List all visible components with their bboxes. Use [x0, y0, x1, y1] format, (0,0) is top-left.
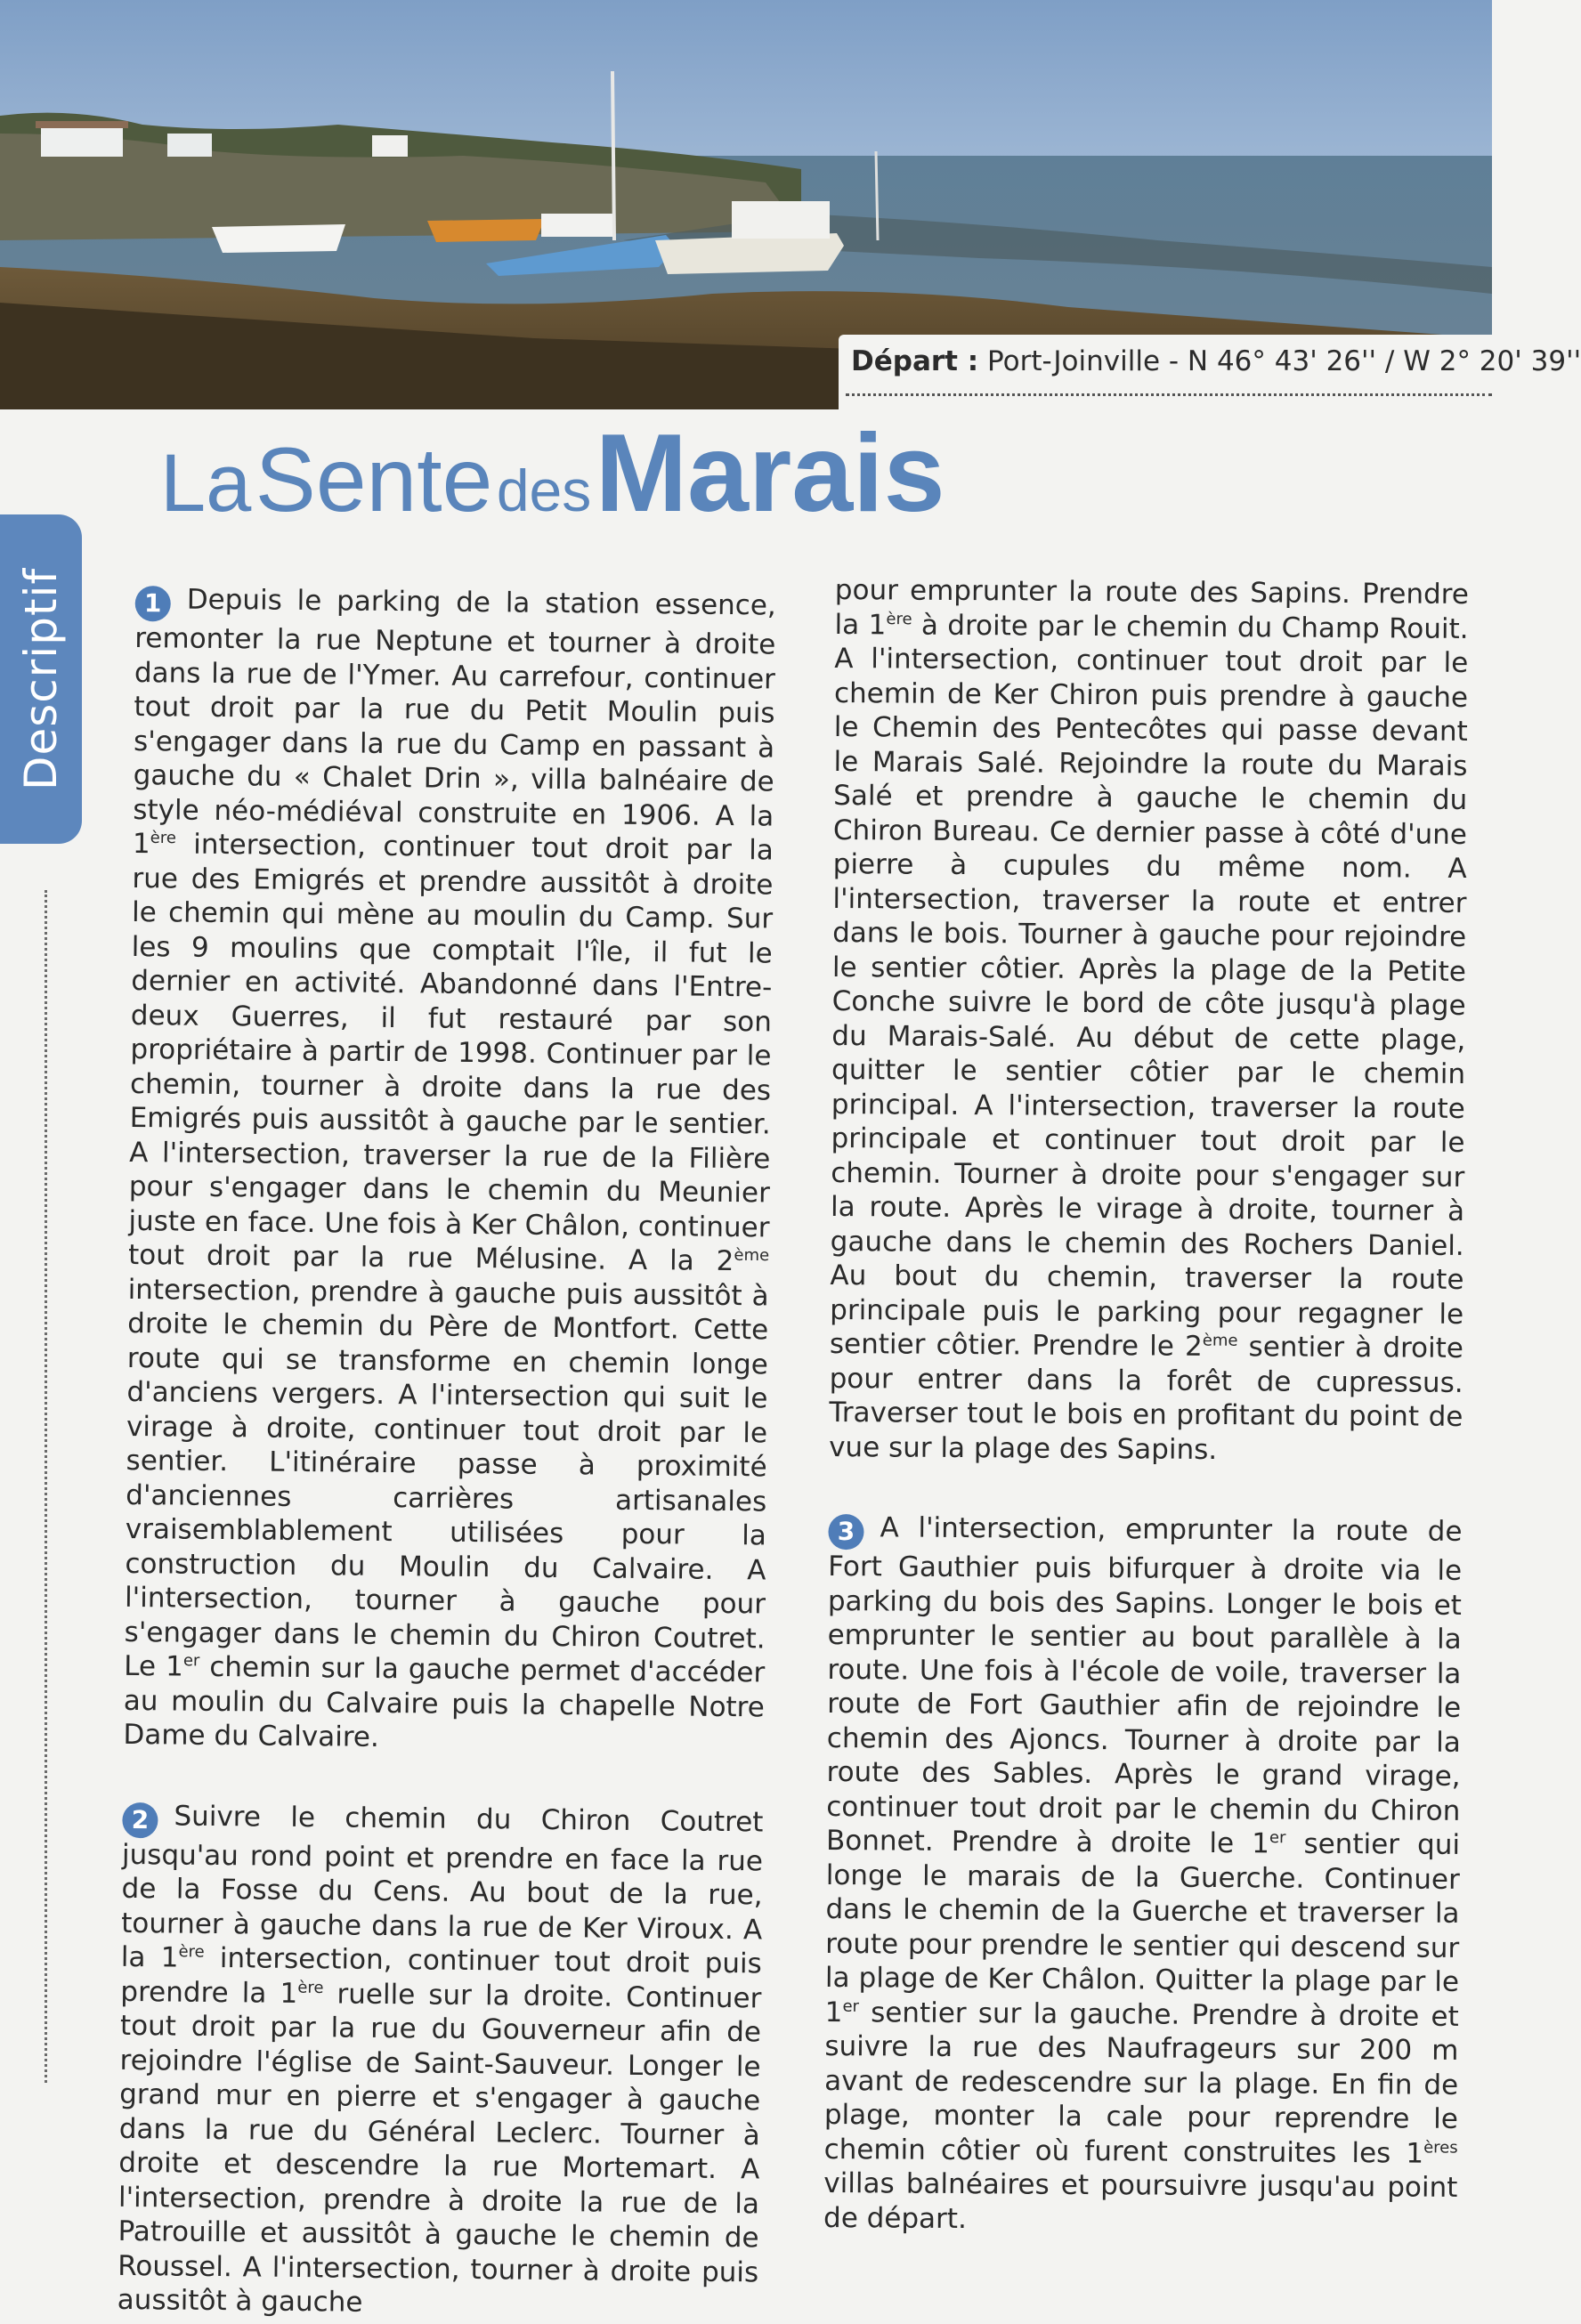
step-2-badge: 2 [122, 1802, 158, 1837]
depart-panel [839, 335, 1581, 409]
step-3-badge: 3 [828, 1514, 863, 1550]
title-word-1: La [160, 438, 252, 529]
step-3-text: A l'intersection, emprunter la route de Fort Gauthier puis bifurquer à droite via le parking du bois des Sapins. Longer le bois et emprunter le sentier au bout parallèle à la route. Une fois à l'école de voile, traverser la route de Fort Gauthier afin de rejoindre le chemin des Ajoncs. Tourner à droite par la route des Sables. Après le grand virage, continuer tout droit par le chemin du Chiron Bonnet. Prendre à droite le 1er sentier qui longe le marais de la Guerche. Continuer dans le chemin de la Guerche et traverser la route pour prendre le sentier qui descend sur la plage de Ker Châlon. Quitter la plage par le 1er sentier sur la gauche. Prendre à droite et suivre la rue des Naufrageurs sur 200 m avant de redescendre sur la plage. En fin de plage, monter la cale pour reprendre le chemin côtier où furent construites les 1ères villas balnéaires et poursuivre jusqu'au point de départ. [823, 1511, 1463, 2235]
page-title [160, 412, 945, 535]
step-2-text-part-2: pour emprunter la route des Sapins. Prendre la 1ère à droite par le chemin du Champ Rouit. A l'intersection, continuer tout droit par le chemin de Ker Chiron puis prendre à gauche le Chemin des Pentecôtes qui passe devant le Marais Salé. Rejoindre la route du Marais Salé et prendre à gauche le chemin du Chiron Bureau. Ce dernier passe à côté d'une pierre à cupules du même nom. A l'intersection, traverser la route et entrer dans le bois. Tourner à gauche pour rejoindre le sentier côtier. Après la plage de la Petite Conche suivre le bord de côte jusqu'à plage du Marais-Salé. Au début de cette plage, quitter le sentier côtier par le chemin principal. A l'intersection, traverser la route principale et continuer tout droit par le chemin. Tourner à droite pour s'engager sur la route. Après le virage à droite, tourner à gauche dans le chemin des Rochers Daniel. Au bout du chemin, traverser la route principale puis le parking pour regagner le sentier côtier. Prendre le 2ème sentier à droite pour entrer dans la forêt de cupressus. Traverser tout le bois en profitant du point de vue sur la plage des Sapins. [829, 574, 1469, 1466]
depart-value: Port-Joinville - N 46° 43' 26'' / W 2° 20' 39'' [978, 345, 1581, 377]
paragraph-gap [829, 1464, 1463, 1515]
step-1-paragraph [123, 582, 776, 1759]
step-1-text: Depuis le parking de la station essence, remonter la rue Neptune et tourner à droite dans la rue de l'Ymer. Au carrefour, continuer tout droit par la rue du Petit Moulin puis s'engager dans la rue du Camp en passant à gauche du « Chalet Drin », villa balnéaire de style néo-médiéval construite en 1906. A la 1ère intersection, continuer tout droit par la rue des Emigrés et prendre aussitôt à droite le chemin qui mène au moulin du Camp. Sur les 9 moulins que comptait l'île, il fut le dernier en activité. Abandonné dans l'Entre-deux Guerres, il fut restauré par son propriétaire à partir de 1998. Continuer par le chemin, tourner à droite dans la rue des Emigrés puis aussitôt à gauche par le sentier. A l'intersection, traverser la rue de la Filière pour s'engager dans le chemin du Meunier juste en face. Une fois à Ker Châlon, continuer tout droit par la rue Mélusine. A la 2ème intersection, prendre à gauche puis aussitôt à droite le chemin du Père de Montfort. Cette route qui se transforme en chemin longe d'anciens vergers. A l'intersection qui suit le virage à droite, continuer tout droit par le sentier. L'itinéraire passe à proximité d'anciennes carrières artisanales vraisemblablement utilisées pour la construction du Moulin du Calvaire. A l'intersection, tourner à gauche pour s'engager dans le chemin du Chiron Coutret. Le 1er chemin sur la gauche permet d'accéder au moulin du Calvaire puis la chapelle Notre Dame du Calvaire. [123, 583, 776, 1753]
title-word-3: des [496, 458, 592, 523]
left-column [118, 582, 776, 2324]
step-2-continuation [829, 573, 1469, 1469]
side-tab-descriptif [0, 514, 82, 844]
depart-divider [846, 393, 1492, 396]
side-divider [45, 890, 47, 2083]
depart-label: Départ : [851, 345, 979, 377]
hero-photo [0, 0, 1581, 409]
paragraph-gap [123, 1752, 765, 1805]
side-tab-label: Descriptif [15, 567, 67, 791]
step-3-paragraph [823, 1510, 1463, 2239]
right-column [823, 573, 1469, 2239]
title-word-2: Sente [255, 429, 493, 530]
step-2-paragraph [118, 1798, 764, 2324]
step-1-badge: 1 [135, 586, 171, 621]
step-2-text-part-1: Suivre le chemin du Chiron Coutret jusqu'au rond point et prendre en face la rue de la Fosse du Cens. Au bout de la rue, tourner à gauche dans la rue de Ker Viroux. A la 1ère intersection, continuer tout droit puis prendre la 1ère ruelle sur la droite. Continuer tout droit par la rue du Gouverneur afin de rejoindre l'église de Saint-Sauveur. Longer le grand mur en pierre et s'engager à gauche dans la rue du Général Leclerc. Tourner à droite et descendre la rue Mortemart. A l'intersection, prendre à droite la rue de la Patrouille et aussitôt à gauche le chemin de Roussel. A l'intersection, tourner à droite puis aussitôt à gauche [117, 1800, 764, 2319]
title-word-4: Marais [595, 412, 945, 535]
depart-coordinates [851, 345, 1581, 377]
